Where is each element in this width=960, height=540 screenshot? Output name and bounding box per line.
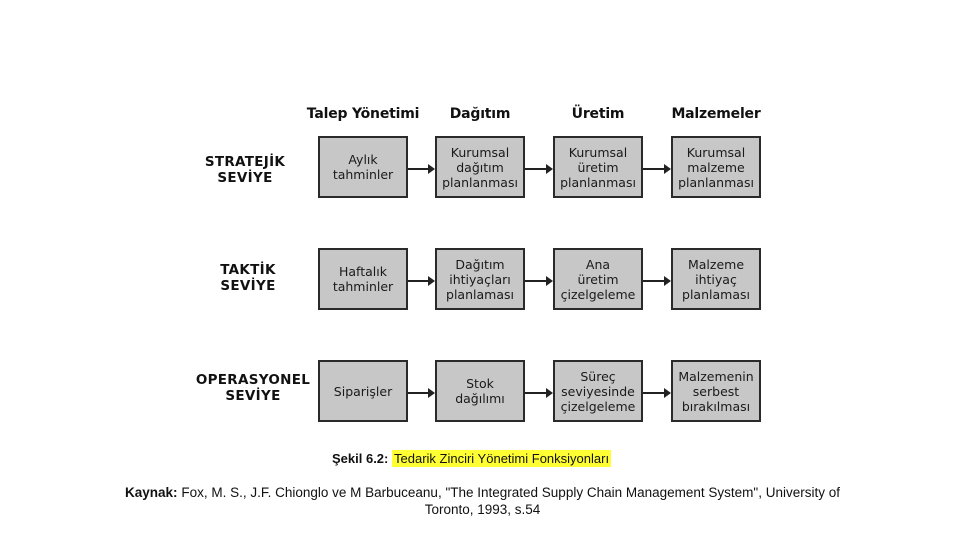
column-header-distribution: Dağıtım: [449, 106, 511, 122]
box-enterprise-material-planning: Kurumsal malzeme planlanması: [671, 136, 761, 198]
arrow-right: [643, 280, 665, 282]
arrow-right: [525, 168, 547, 170]
box-distribution-requirements-planning: Dağıtım ihtiyaçları planlaması: [435, 248, 525, 310]
box-weekly-forecasts: Haftalık tahminler: [318, 248, 408, 310]
arrow-right: [525, 392, 547, 394]
source-citation: [110, 484, 855, 518]
level-label-strategic: STRATEJİK SEVİYE: [204, 154, 286, 186]
box-process-level-scheduling: Süreç seviyesinde çizelgeleme: [553, 360, 643, 422]
figure-title: Tedarik Zinciri Yönetimi Fonksiyonları: [394, 451, 610, 466]
figure-number: Şekil 6.2:: [332, 451, 389, 466]
box-monthly-forecasts: Aylık tahminler: [318, 136, 408, 198]
arrow-right: [408, 168, 429, 170]
arrow-right: [643, 168, 665, 170]
box-material-requirements-planning: Malzeme ihtiyaç planlaması: [671, 248, 761, 310]
box-enterprise-production-planning: Kurumsal üretim planlanması: [553, 136, 643, 198]
box-inventory-distribution: Stok dağılımı: [435, 360, 525, 422]
source-text: Fox, M. S., J.F. Chionglo ve M Barbuceanu, "The Integrated Supply Chain Management System", University of Toronto, 1993, s.54: [181, 485, 840, 517]
column-header-demand-management: Talep Yönetimi: [306, 106, 420, 122]
source-label: Kaynak:: [125, 485, 178, 500]
box-material-release: Malzemenin serbest bırakılması: [671, 360, 761, 422]
level-label-tactical: TAKTİK SEVİYE: [220, 262, 276, 294]
arrow-right: [408, 280, 429, 282]
column-header-materials: Malzemeler: [671, 106, 761, 122]
box-enterprise-distribution-planning: Kurumsal dağıtım planlanması: [435, 136, 525, 198]
figure-caption: [332, 451, 611, 466]
arrow-right: [525, 280, 547, 282]
column-header-production: Üretim: [571, 106, 625, 122]
arrow-right: [643, 392, 665, 394]
box-orders: Siparişler: [318, 360, 408, 422]
arrow-right: [408, 392, 429, 394]
level-label-operational: OPERASYONEL SEVİYE: [195, 372, 311, 404]
box-master-production-scheduling: Ana üretim çizelgeleme: [553, 248, 643, 310]
